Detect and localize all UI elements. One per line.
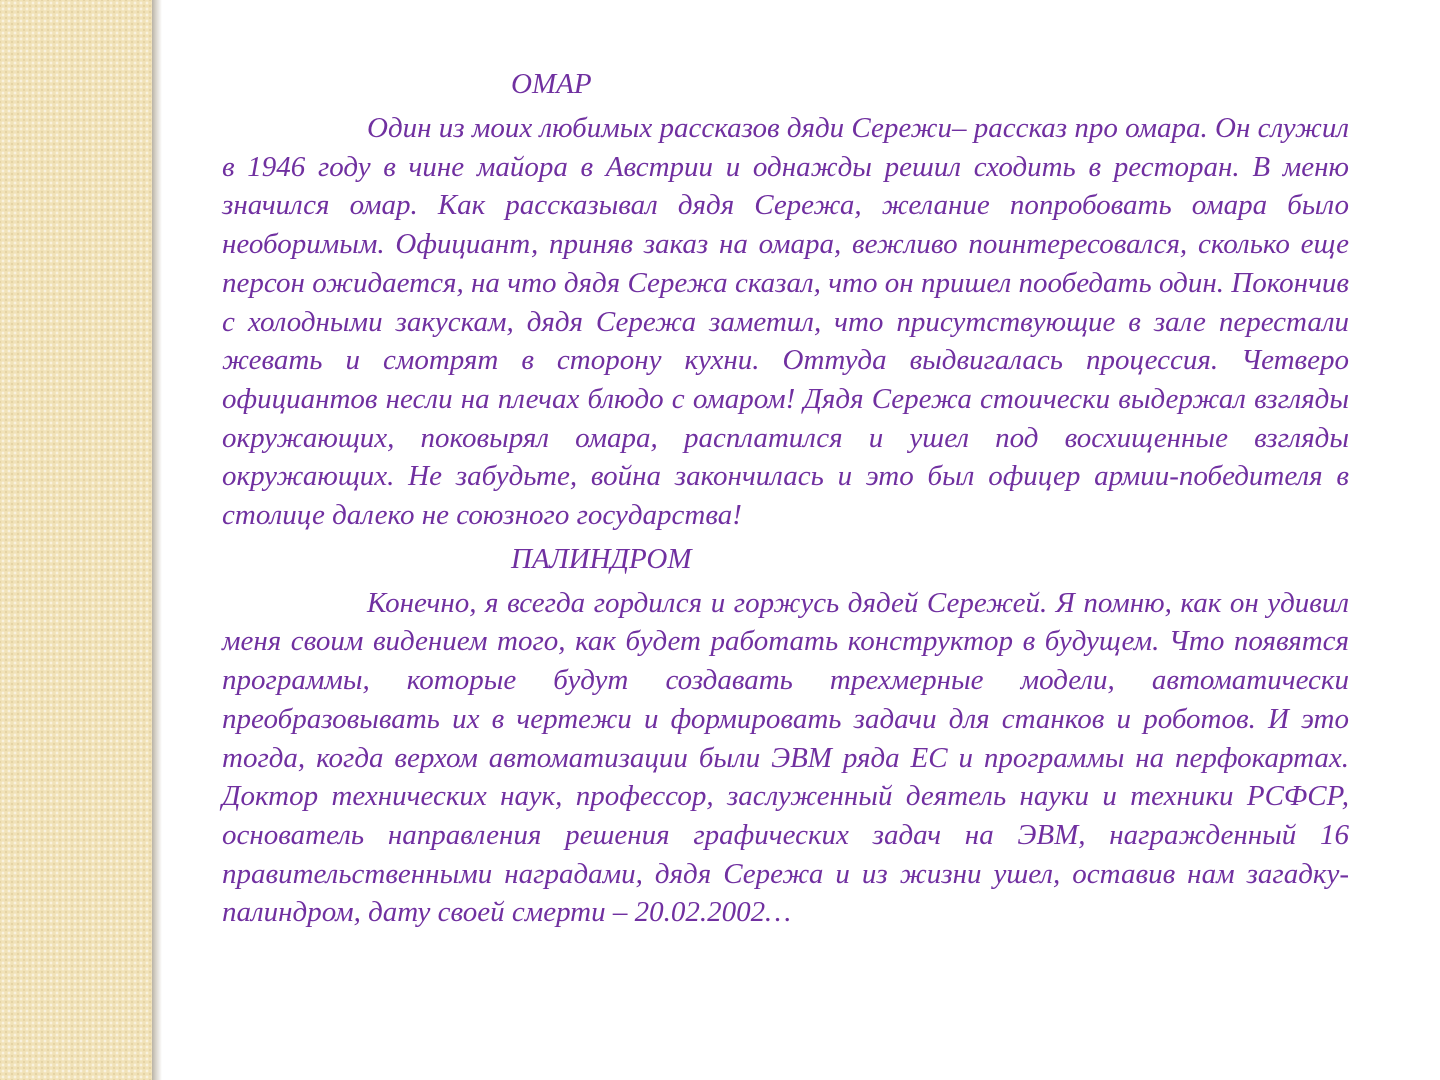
heading-omar: ОМАР [511,68,592,100]
paragraph-palindrome: Конечно, я всегда гордился и горжусь дядей Сережей. Я помню, как он удивил меня своим видением того, как будет работать конструктор в будущем. Что появятся программы, которые будут создавать трехмерные модели, автоматически преобразовывать их в чертежи и формировать задачи для станков и роботов. И это тогда, когда верхом автоматизации были ЭВМ ряда ЕС и программы на перфокартах. Доктор технических наук, профессор, заслуженный деятель науки и техники РСФСР, основатель направления решения графических задач на ЭВМ, награжденный 16 правительственными наградами, дядя Сережа и из жизни ушел, оставив нам загадку-палиндром, дату своей смерти – 20.02.2002… [222,586,1349,929]
paragraph-omar: Один из моих любимых рассказов дяди Сережи– рассказ про омара. Он служил в 1946 году в чине майора в Австрии и однажды решил сходить в ресторан. В меню значился омар. Как рассказывал дядя Сережа, желание попробовать омара было необоримым. Официант, приняв заказ на омара, вежливо поинтересовался, сколько еще персон ожидается, на что дядя Сережа сказал, что он пришел пообедать один. Покончив с холодными закускам, дядя Сережа заметил, что присутствующие в зале перестали жевать и смотрят в сторону кухни. Оттуда выдвигалась процессия. Четверо официантов несли на плечах блюдо с омаром! Дядя Сережа стоически выдержал взгляды окружающих, поковырял омара, расплатился и ушел под восхищенные взгляды окружающих. Не забудьте, война закончилась и это был офицер армии-победителя в столице далеко не союзного государства! [222,112,1350,532]
heading-palindrome: ПАЛИНДРОМ [511,542,692,575]
side-strip-shadow [152,0,162,1080]
text-content [222,62,1349,932]
decorative-side-strip [0,0,152,1080]
